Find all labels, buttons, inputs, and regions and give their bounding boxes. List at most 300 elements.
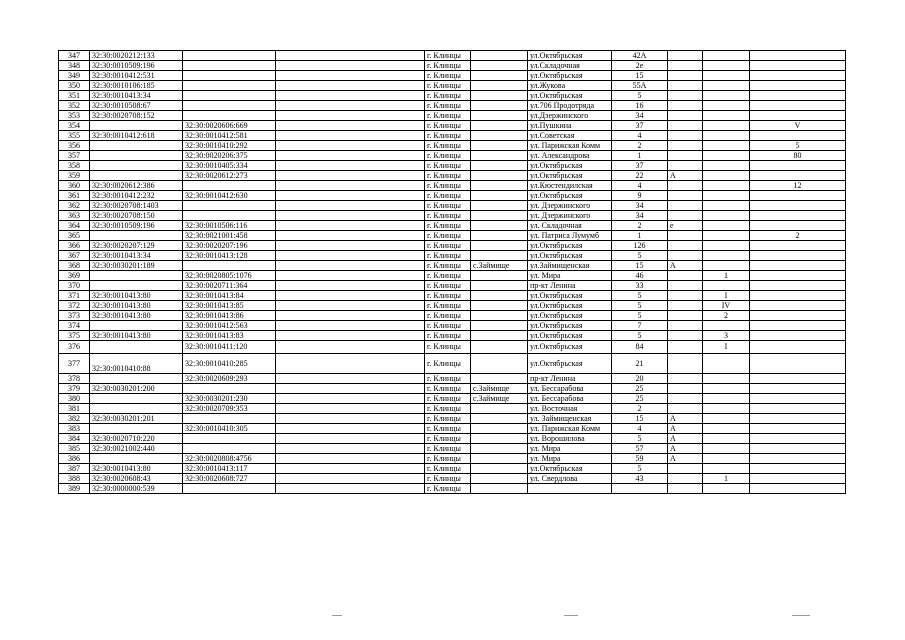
locality-cell	[471, 171, 528, 181]
house-number-cell: 1	[612, 151, 668, 161]
house-number-cell: 21	[612, 354, 668, 374]
row-number-cell: 376	[59, 341, 90, 354]
street-cell: ул. Александрова	[528, 151, 612, 161]
locality-cell	[471, 454, 528, 464]
cadastral-number-cell: 32:30:0020207:129	[90, 241, 183, 251]
street-cell: ул. Патриса Лумумб	[528, 231, 612, 241]
row-number-cell: 357	[59, 151, 90, 161]
empty-cell	[276, 111, 425, 121]
letter-cell	[668, 91, 703, 101]
row-number-cell: 358	[59, 161, 90, 171]
street-cell: ул.Октябрьская	[528, 251, 612, 261]
cadastral-number-cell: 32:30:0010413:80	[90, 311, 183, 321]
apartment-cell	[750, 161, 846, 171]
table-row	[59, 151, 846, 161]
empty-cell	[276, 171, 425, 181]
cadastral-number-cell	[90, 374, 183, 384]
apartment-cell	[750, 111, 846, 121]
locality-cell	[471, 131, 528, 141]
table-row	[59, 71, 846, 81]
apartment-cell	[750, 434, 846, 444]
apartment-cell: 80	[750, 151, 846, 161]
locality-cell	[471, 434, 528, 444]
apartment-cell	[750, 444, 846, 454]
city-cell: г. Клинцы	[425, 424, 471, 434]
letter-cell: А	[668, 414, 703, 424]
letter-cell: А	[668, 434, 703, 444]
city-cell: г. Клинцы	[425, 354, 471, 374]
row-number-cell: 384	[59, 434, 90, 444]
city-cell: г. Клинцы	[425, 151, 471, 161]
house-number-cell: 9	[612, 191, 668, 201]
locality-cell	[471, 374, 528, 384]
street-cell: ул.Октябрьская	[528, 331, 612, 341]
row-number-cell: 354	[59, 121, 90, 131]
row-number-cell: 377	[59, 354, 90, 374]
empty-cell	[276, 161, 425, 171]
cadastral-number-cell	[90, 151, 183, 161]
linked-cadastral-number-cell	[183, 201, 276, 211]
house-number-cell: 22	[612, 171, 668, 181]
cadastral-number-cell	[90, 321, 183, 331]
apartment-cell	[750, 321, 846, 331]
letter-cell	[668, 301, 703, 311]
empty-cell	[276, 231, 425, 241]
city-cell: г. Клинцы	[425, 434, 471, 444]
house-number-cell: 37	[612, 161, 668, 171]
letter-cell: А	[668, 454, 703, 464]
house-number-cell: 5	[612, 311, 668, 321]
locality-cell	[471, 71, 528, 81]
letter-cell	[668, 374, 703, 384]
letter-cell	[668, 111, 703, 121]
empty-cell	[276, 211, 425, 221]
building-cell	[703, 131, 750, 141]
letter-cell: А	[668, 171, 703, 181]
apartment-cell: 12	[750, 181, 846, 191]
empty-cell	[276, 101, 425, 111]
locality-cell: с.Займище	[471, 261, 528, 271]
house-number-cell: 34	[612, 211, 668, 221]
building-cell	[703, 384, 750, 394]
apartment-cell	[750, 251, 846, 261]
cadastral-number-cell: 32:30:0010509:196	[90, 221, 183, 231]
house-number-cell: 5	[612, 91, 668, 101]
apartment-cell: V	[750, 121, 846, 131]
table-row	[59, 61, 846, 71]
linked-cadastral-number-cell	[183, 51, 276, 61]
table-row	[59, 271, 846, 281]
building-cell	[703, 454, 750, 464]
locality-cell	[471, 201, 528, 211]
empty-cell	[276, 374, 425, 384]
linked-cadastral-number-cell	[183, 91, 276, 101]
apartment-cell	[750, 424, 846, 434]
cadastral-number-cell: 32:30:0010106:185	[90, 81, 183, 91]
city-cell: г. Клинцы	[425, 384, 471, 394]
cadastral-number-cell: 32:30:0000000:539	[90, 484, 183, 494]
table-row	[59, 414, 846, 424]
city-cell: г. Клинцы	[425, 191, 471, 201]
building-cell: I	[703, 291, 750, 301]
locality-cell	[471, 181, 528, 191]
street-cell: ул. Свердлова	[528, 474, 612, 484]
row-number-cell: 381	[59, 404, 90, 414]
row-number-cell: 356	[59, 141, 90, 151]
house-number-cell: 34	[612, 201, 668, 211]
cadastral-number-cell: 32:30:0010508:67	[90, 101, 183, 111]
linked-cadastral-number-cell	[183, 211, 276, 221]
street-cell: пр-кт Ленина	[528, 374, 612, 384]
row-number-cell: 386	[59, 454, 90, 464]
letter-cell	[668, 121, 703, 131]
house-number-cell: 25	[612, 394, 668, 404]
house-number-cell: 1	[612, 231, 668, 241]
linked-cadastral-number-cell: 32:30:0010413:83	[183, 331, 276, 341]
building-cell	[703, 464, 750, 474]
row-number-cell: 375	[59, 331, 90, 341]
row-number-cell: 374	[59, 321, 90, 331]
linked-cadastral-number-cell	[183, 181, 276, 191]
house-number-cell: 15	[612, 414, 668, 424]
locality-cell	[471, 291, 528, 301]
building-cell	[703, 251, 750, 261]
cadastral-number-cell: 32:30:0010509:196	[90, 61, 183, 71]
apartment-cell	[750, 81, 846, 91]
table-row	[59, 91, 846, 101]
row-number-cell: 388	[59, 474, 90, 484]
apartment-cell	[750, 354, 846, 374]
locality-cell	[471, 331, 528, 341]
city-cell: г. Клинцы	[425, 211, 471, 221]
building-cell	[703, 281, 750, 291]
table-row	[59, 191, 846, 201]
building-cell	[703, 374, 750, 384]
house-number-cell: 57	[612, 444, 668, 454]
house-number-cell: 4	[612, 424, 668, 434]
table-row	[59, 424, 846, 434]
table-row	[59, 321, 846, 331]
city-cell: г. Клинцы	[425, 121, 471, 131]
city-cell: г. Клинцы	[425, 171, 471, 181]
empty-cell	[276, 151, 425, 161]
row-number-cell: 370	[59, 281, 90, 291]
empty-cell	[276, 341, 425, 354]
linked-cadastral-number-cell	[183, 61, 276, 71]
street-cell: ул.Жукова	[528, 81, 612, 91]
house-number-cell: 46	[612, 271, 668, 281]
street-cell: ул. Парижская Комм	[528, 141, 612, 151]
apartment-cell	[750, 211, 846, 221]
table-row	[59, 331, 846, 341]
table-row	[59, 404, 846, 414]
scan-artifact	[792, 615, 810, 616]
locality-cell	[471, 61, 528, 71]
empty-cell	[276, 434, 425, 444]
letter-cell	[668, 474, 703, 484]
letter-cell	[668, 251, 703, 261]
locality-cell	[471, 221, 528, 231]
city-cell: г. Клинцы	[425, 81, 471, 91]
locality-cell	[471, 474, 528, 484]
table-row	[59, 341, 846, 354]
house-number-cell: 43	[612, 474, 668, 484]
table-row	[59, 444, 846, 454]
city-cell: г. Клинцы	[425, 454, 471, 464]
cadastral-number-cell: 32:30:0010413:80	[90, 291, 183, 301]
linked-cadastral-number-cell: 32:30:0010413:86	[183, 311, 276, 321]
locality-cell	[471, 51, 528, 61]
letter-cell	[668, 61, 703, 71]
letter-cell	[668, 354, 703, 374]
house-number-cell: 5	[612, 291, 668, 301]
apartment-cell	[750, 51, 846, 61]
row-number-cell: 369	[59, 271, 90, 281]
locality-cell	[471, 231, 528, 241]
cadastral-number-cell	[90, 454, 183, 464]
letter-cell	[668, 394, 703, 404]
apartment-cell	[750, 454, 846, 464]
building-cell: 2	[703, 311, 750, 321]
cadastral-number-cell	[90, 341, 183, 354]
row-number-cell: 347	[59, 51, 90, 61]
locality-cell	[471, 301, 528, 311]
empty-cell	[276, 311, 425, 321]
empty-cell	[276, 51, 425, 61]
street-cell: ул. Складочная	[528, 221, 612, 231]
letter-cell: е	[668, 221, 703, 231]
linked-cadastral-number-cell: 32:30:0010410:305	[183, 424, 276, 434]
apartment-cell	[750, 271, 846, 281]
house-number-cell: 5	[612, 301, 668, 311]
building-cell	[703, 201, 750, 211]
street-cell: ул. Дзержинского	[528, 201, 612, 211]
letter-cell	[668, 271, 703, 281]
row-number-cell: 363	[59, 211, 90, 221]
letter-cell	[668, 384, 703, 394]
row-number-cell: 366	[59, 241, 90, 251]
table-row	[59, 394, 846, 404]
empty-cell	[276, 281, 425, 291]
house-number-cell: 5	[612, 251, 668, 261]
house-number-cell: 4	[612, 131, 668, 141]
building-cell	[703, 434, 750, 444]
street-cell: ул. Парижская Комм	[528, 424, 612, 434]
building-cell	[703, 231, 750, 241]
house-number-cell	[612, 484, 668, 494]
city-cell: г. Клинцы	[425, 464, 471, 474]
apartment-cell	[750, 201, 846, 211]
linked-cadastral-number-cell	[183, 434, 276, 444]
apartment-cell	[750, 171, 846, 181]
building-cell	[703, 71, 750, 81]
table-row	[59, 261, 846, 271]
row-number-cell: 360	[59, 181, 90, 191]
linked-cadastral-number-cell: 32:30:0020207:196	[183, 241, 276, 251]
street-cell: пр-кт Ленина	[528, 281, 612, 291]
linked-cadastral-number-cell: 32:30:0020612:273	[183, 171, 276, 181]
city-cell: г. Клинцы	[425, 374, 471, 384]
apartment-cell	[750, 384, 846, 394]
city-cell: г. Клинцы	[425, 341, 471, 354]
cadastral-number-cell	[90, 424, 183, 434]
linked-cadastral-number-cell	[183, 261, 276, 271]
letter-cell	[668, 241, 703, 251]
row-number-cell: 383	[59, 424, 90, 434]
cadastral-number-cell: 32:30:0010413:80	[90, 331, 183, 341]
house-number-cell: 5	[612, 464, 668, 474]
empty-cell	[276, 121, 425, 131]
empty-cell	[276, 424, 425, 434]
apartment-cell	[750, 394, 846, 404]
empty-cell	[276, 394, 425, 404]
city-cell: г. Клинцы	[425, 201, 471, 211]
building-cell	[703, 61, 750, 71]
empty-cell	[276, 331, 425, 341]
empty-cell	[276, 221, 425, 231]
apartment-cell	[750, 374, 846, 384]
house-number-cell: 5	[612, 331, 668, 341]
row-number-cell: 365	[59, 231, 90, 241]
row-number-cell: 351	[59, 91, 90, 101]
street-cell: ул.Октябрьская	[528, 71, 612, 81]
city-cell: г. Клинцы	[425, 414, 471, 424]
building-cell	[703, 221, 750, 231]
building-cell: 3	[703, 331, 750, 341]
locality-cell	[471, 111, 528, 121]
letter-cell	[668, 101, 703, 111]
house-number-cell: 4	[612, 181, 668, 191]
row-number-cell: 368	[59, 261, 90, 271]
row-number-cell: 364	[59, 221, 90, 231]
row-number-cell: 373	[59, 311, 90, 321]
locality-cell	[471, 321, 528, 331]
letter-cell	[668, 51, 703, 61]
building-cell: I	[703, 341, 750, 354]
apartment-cell	[750, 414, 846, 424]
linked-cadastral-number-cell	[183, 384, 276, 394]
linked-cadastral-number-cell: 32:30:0020709:353	[183, 404, 276, 414]
table-row	[59, 484, 846, 494]
empty-cell	[276, 384, 425, 394]
city-cell: г. Клинцы	[425, 241, 471, 251]
locality-cell	[471, 424, 528, 434]
street-cell: ул.Пушкина	[528, 121, 612, 131]
letter-cell	[668, 181, 703, 191]
linked-cadastral-number-cell: 32:30:0010412:563	[183, 321, 276, 331]
table-row	[59, 111, 846, 121]
building-cell	[703, 444, 750, 454]
empty-cell	[276, 414, 425, 424]
linked-cadastral-number-cell	[183, 484, 276, 494]
locality-cell	[471, 251, 528, 261]
cadastral-number-cell: 32:30:0020212:133	[90, 51, 183, 61]
letter-cell	[668, 201, 703, 211]
building-cell	[703, 141, 750, 151]
building-cell	[703, 101, 750, 111]
letter-cell	[668, 231, 703, 241]
table-row	[59, 201, 846, 211]
table-row	[59, 374, 846, 384]
empty-cell	[276, 131, 425, 141]
letter-cell	[668, 151, 703, 161]
row-number-cell: 371	[59, 291, 90, 301]
city-cell: г. Клинцы	[425, 291, 471, 301]
street-cell: ул.Октябрьская	[528, 161, 612, 171]
linked-cadastral-number-cell: 32:30:0020711:364	[183, 281, 276, 291]
table-row	[59, 231, 846, 241]
cadastral-number-cell: 32:30:0020708:150	[90, 211, 183, 221]
house-number-cell: 15	[612, 71, 668, 81]
street-cell: ул.Октябрьская	[528, 311, 612, 321]
street-cell: ул.Октябрьская	[528, 91, 612, 101]
street-cell: ул. Ворошилова	[528, 434, 612, 444]
letter-cell	[668, 484, 703, 494]
linked-cadastral-number-cell: 32:30:0010412:581	[183, 131, 276, 141]
building-cell	[703, 241, 750, 251]
empty-cell	[276, 301, 425, 311]
house-number-cell: 16	[612, 101, 668, 111]
house-number-cell: 55А	[612, 81, 668, 91]
table-row	[59, 251, 846, 261]
empty-cell	[276, 271, 425, 281]
city-cell: г. Клинцы	[425, 444, 471, 454]
letter-cell	[668, 404, 703, 414]
street-cell: ул. Бессарабова	[528, 394, 612, 404]
linked-cadastral-number-cell: 32:30:0010405:334	[183, 161, 276, 171]
letter-cell: А	[668, 444, 703, 454]
table-row	[59, 101, 846, 111]
city-cell: г. Клинцы	[425, 221, 471, 231]
cadastral-number-cell: 32:30:0010412:618	[90, 131, 183, 141]
city-cell: г. Клинцы	[425, 484, 471, 494]
building-cell	[703, 151, 750, 161]
street-cell: ул.Кюстендилская	[528, 181, 612, 191]
empty-cell	[276, 404, 425, 414]
house-number-cell: 37	[612, 121, 668, 131]
building-cell	[703, 484, 750, 494]
apartment-cell	[750, 101, 846, 111]
building-cell: 1	[703, 271, 750, 281]
apartment-cell	[750, 464, 846, 474]
empty-cell	[276, 251, 425, 261]
empty-cell	[276, 291, 425, 301]
locality-cell	[471, 121, 528, 131]
street-cell: ул.Октябрьская	[528, 354, 612, 374]
empty-cell	[276, 464, 425, 474]
locality-cell	[471, 484, 528, 494]
city-cell: г. Клинцы	[425, 261, 471, 271]
street-cell: ул.Советская	[528, 131, 612, 141]
letter-cell	[668, 131, 703, 141]
empty-cell	[276, 191, 425, 201]
table-row	[59, 434, 846, 444]
building-cell	[703, 354, 750, 374]
city-cell: г. Клинцы	[425, 71, 471, 81]
row-number-cell: 348	[59, 61, 90, 71]
letter-cell	[668, 464, 703, 474]
locality-cell	[471, 311, 528, 321]
city-cell: г. Клинцы	[425, 281, 471, 291]
house-number-cell: 7	[612, 321, 668, 331]
table-row	[59, 221, 846, 231]
empty-cell	[276, 71, 425, 81]
row-number-cell: 352	[59, 101, 90, 111]
street-cell: ул.Октябрьская	[528, 241, 612, 251]
cadastral-number-cell: 32:30:0030201:189	[90, 261, 183, 271]
locality-cell: с.Займище	[471, 384, 528, 394]
row-number-cell: 389	[59, 484, 90, 494]
